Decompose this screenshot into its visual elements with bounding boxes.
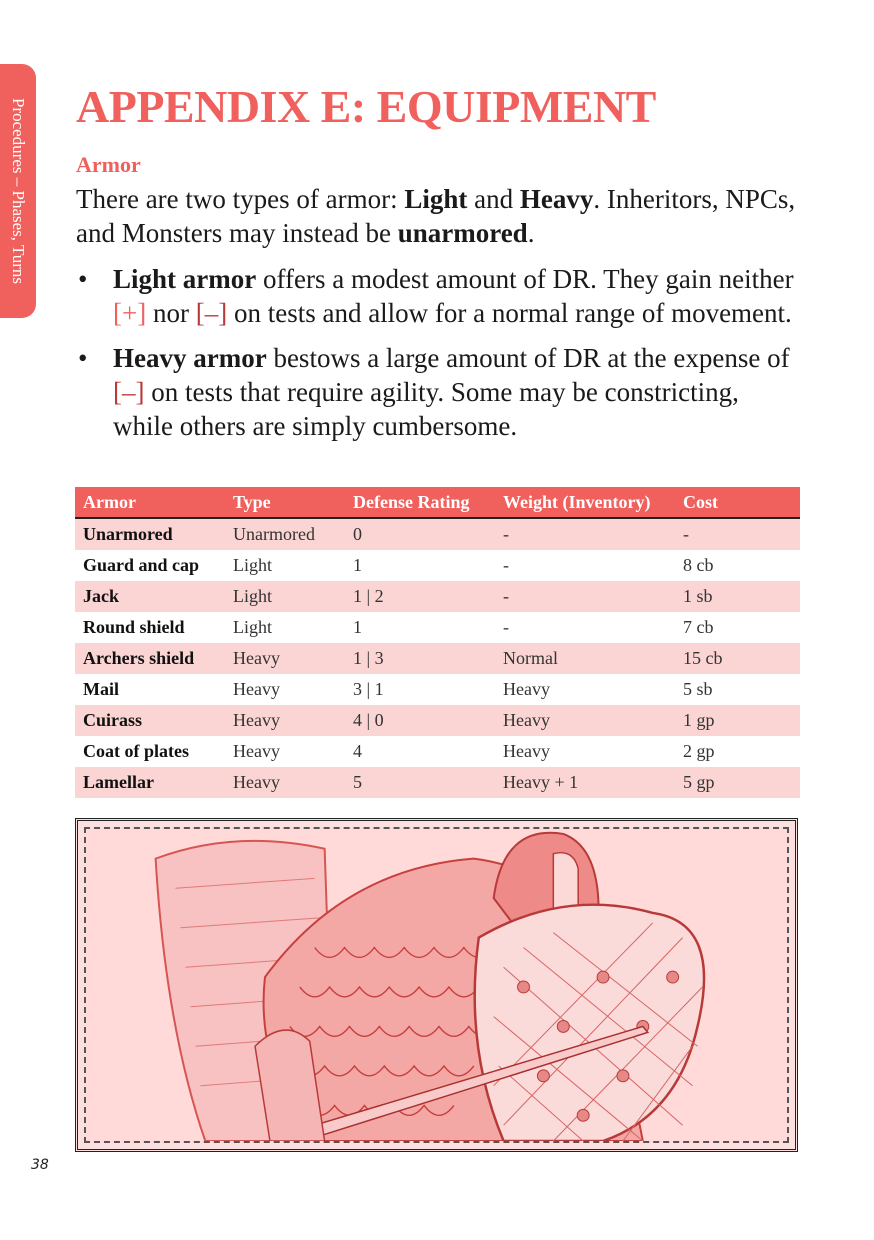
soldier-engraving-icon	[86, 829, 787, 1141]
table-header-row	[75, 487, 800, 518]
bane-marker: [–]	[195, 298, 228, 328]
cell-weight: -	[503, 617, 509, 637]
cell-dr: 0	[345, 518, 495, 550]
col-cost: Cost	[675, 487, 800, 518]
cell-type: Light	[233, 555, 272, 575]
cell-weight: Heavy	[495, 705, 675, 736]
chapter-side-tab[interactable]	[0, 64, 36, 318]
cell-dr: 1	[353, 555, 362, 575]
cell-armor: Round shield	[83, 617, 185, 637]
list-item-light-armor	[76, 262, 796, 330]
table-row	[75, 767, 800, 798]
cell-weight: Heavy	[503, 679, 550, 699]
cell-cost: 8 cb	[683, 555, 714, 575]
intro-text: .	[527, 218, 535, 248]
cell-weight: Heavy	[503, 741, 550, 761]
cell-cost: 15 cb	[675, 643, 800, 674]
table-row	[75, 643, 800, 674]
cell-cost: 5 gp	[675, 767, 800, 798]
illustration-frame	[84, 827, 789, 1143]
table-row	[75, 705, 800, 736]
cell-dr: 4 | 0	[345, 705, 495, 736]
cell-weight: -	[503, 555, 509, 575]
col-weight: Weight (Inventory)	[495, 487, 675, 518]
bullet-text: on tests and allow for a normal range of movement.	[227, 298, 792, 328]
intro-text: and	[467, 184, 520, 214]
cell-cost: 1 sb	[675, 581, 800, 612]
table-row	[75, 550, 800, 581]
cell-weight: -	[495, 518, 675, 550]
cell-cost: 1 gp	[675, 705, 800, 736]
bullet-text: nor	[146, 298, 196, 328]
cell-armor: Jack	[75, 581, 225, 612]
cell-cost: 2 gp	[683, 741, 715, 761]
table-row	[75, 736, 800, 767]
cell-type: Heavy	[225, 643, 345, 674]
armor-table	[75, 487, 800, 798]
cell-dr: 4	[353, 741, 362, 761]
armored-soldier-illustration	[75, 818, 798, 1152]
intro-text: There are two types of armor:	[76, 184, 405, 214]
intro-paragraph	[76, 182, 806, 250]
cell-cost: 7 cb	[683, 617, 714, 637]
cell-type: Heavy	[225, 705, 345, 736]
cell-dr: 1	[353, 617, 362, 637]
side-tab-label: Procedures – Phases, Turns	[9, 97, 28, 285]
cell-armor: Guard and cap	[83, 555, 200, 575]
cell-type: Unarmored	[225, 518, 345, 550]
bullet-icon: •	[78, 264, 88, 294]
boon-marker: [+]	[113, 298, 147, 328]
cell-weight: Normal	[495, 643, 675, 674]
intro-text: . Inheritors, NPCs, and Monsters may instead be	[76, 184, 796, 248]
cell-cost: 5 sb	[683, 679, 713, 699]
cell-type: Light	[233, 617, 272, 637]
cell-armor: Unarmored	[75, 518, 225, 550]
intro-bold-heavy: Heavy	[519, 184, 594, 214]
list-item-heavy-armor	[76, 341, 796, 443]
cell-armor: Lamellar	[75, 767, 225, 798]
bullet-text: offers a modest amount of DR. They gain neither	[256, 264, 794, 294]
cell-type: Heavy	[225, 767, 345, 798]
cell-dr: 5	[345, 767, 495, 798]
table-row	[75, 581, 800, 612]
intro-bold-light: Light	[404, 184, 468, 214]
armor-type-list	[76, 262, 796, 454]
cell-armor: Cuirass	[75, 705, 225, 736]
bullet-text: on tests that require agility. Some may be constricting, while others are simply cumbersome.	[113, 377, 739, 441]
table-row	[75, 674, 800, 705]
col-type: Type	[225, 487, 345, 518]
cell-weight: -	[495, 581, 675, 612]
cell-armor: Mail	[83, 679, 119, 699]
bullet-text: bestows a large amount of DR at the expense of	[266, 343, 790, 373]
cell-dr: 3 | 1	[353, 679, 384, 699]
bane-marker: [–]	[113, 377, 145, 407]
cell-armor: Archers shield	[75, 643, 225, 674]
cell-cost: -	[675, 518, 800, 550]
table-row	[75, 518, 800, 550]
page-title: APPENDIX E: EQUIPMENT	[76, 81, 656, 132]
col-armor: Armor	[75, 487, 225, 518]
table-row	[75, 612, 800, 643]
cell-type: Light	[225, 581, 345, 612]
bullet-term: Light armor	[113, 264, 257, 294]
bullet-icon: •	[78, 343, 88, 373]
cell-type: Heavy	[233, 741, 280, 761]
cell-dr: 1 | 3	[345, 643, 495, 674]
section-heading: Armor	[76, 152, 141, 177]
cell-dr: 1 | 2	[345, 581, 495, 612]
bullet-term: Heavy armor	[113, 343, 267, 373]
col-defense-rating: Defense Rating	[345, 487, 495, 518]
intro-bold-unarmored: unarmored	[397, 218, 528, 248]
page-number: 38	[31, 1157, 49, 1173]
cell-armor: Coat of plates	[83, 741, 189, 761]
cell-type: Heavy	[233, 679, 280, 699]
cell-weight: Heavy + 1	[495, 767, 675, 798]
